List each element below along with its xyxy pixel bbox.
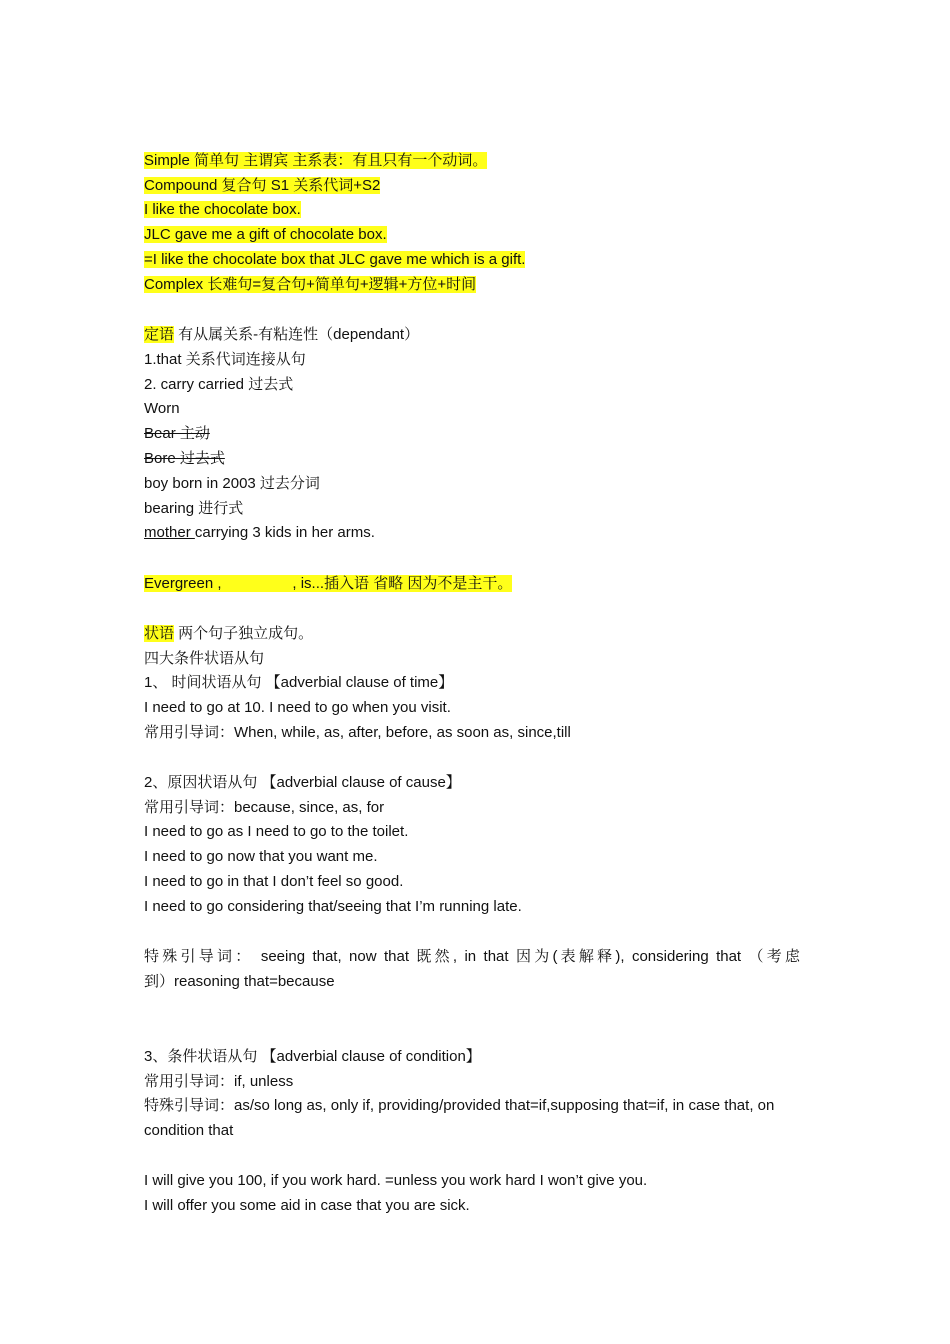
line-bear: Bear 主动: [144, 425, 210, 442]
line-cause-example-1: I need to go as I need to go to the toilet.: [144, 823, 409, 840]
line-carry: 2. carry carried 过去式: [144, 376, 294, 393]
line-condition-example-2: I will offer you some aid in case that you are sick.: [144, 1197, 470, 1214]
line-bearing: bearing 进行式: [144, 500, 244, 517]
line-mother: mother carrying 3 kids in her arms.: [144, 524, 375, 541]
line-time-words: 常用引导词：When, while, as, after, before, as soon as, since,till: [144, 724, 571, 741]
line-complex: Complex 长难句=复合句+简单句+逻辑+方位+时间: [144, 276, 477, 293]
line-evergreen: Evergreen , , is...插入语 省略 因为不是主干。: [144, 575, 513, 592]
heading-condition-clause: 3、条件状语从句 【adverbial clause of condition】: [144, 1048, 481, 1065]
line-time-example: I need to go at 10. I need to go when you visit.: [144, 699, 451, 716]
line-cause-example-3: I need to go in that I don’t feel so good.: [144, 873, 404, 890]
line-special-words-2: 到）reasoning that=because: [144, 973, 335, 990]
line-condition-special-1: 特殊引导词：as/so long as, only if, providing/provided that=if,supposing that=if, in case that, on: [144, 1097, 775, 1114]
line-example-2: JLC gave me a gift of chocolate box.: [144, 226, 387, 243]
line-condition-example-1: I will give you 100, if you work hard. =unless you work hard I won’t give you.: [144, 1172, 648, 1189]
line-cause-example-2: I need to go now that you want me.: [144, 848, 378, 865]
line-attributive: 定语 有从属关系-有粘连性（dependant）: [144, 326, 420, 343]
line-compound: Compound 复合句 S1 关系代词+S2: [144, 177, 381, 194]
line-special-words-1: 特殊引导词： seeing that, now that 既然, in that 因为(表解释), considering that （考虑: [144, 948, 800, 965]
line-bore: Bore 过去式: [144, 450, 225, 467]
line-example-3: =I like the chocolate box that JLC gave me which is a gift.: [144, 251, 526, 268]
heading-cause-clause: 2、原因状语从句 【adverbial clause of cause】: [144, 774, 461, 791]
line-worn: Worn: [144, 400, 180, 417]
line-condition-special-2: condition that: [144, 1122, 234, 1139]
line-simple: Simple 简单句 主谓宾 主系表：有且只有一个动词。: [144, 152, 488, 169]
line-born: boy born in 2003 过去分词: [144, 475, 320, 492]
line-adverbial: 状语 两个句子独立成句。: [144, 625, 314, 642]
heading-time-clause: 1、 时间状语从句 【adverbial clause of time】: [144, 674, 454, 691]
line-condition-words: 常用引导词：if, unless: [144, 1073, 294, 1090]
line-cause-example-4: I need to go considering that/seeing that I’m running late.: [144, 898, 522, 915]
line-cause-words: 常用引导词：because, since, as, for: [144, 799, 385, 816]
line-example-1: I like the chocolate box.: [144, 201, 301, 218]
line-four-types: 四大条件状语从句: [144, 650, 265, 667]
line-that: 1.that 关系代词连接从句: [144, 351, 306, 368]
